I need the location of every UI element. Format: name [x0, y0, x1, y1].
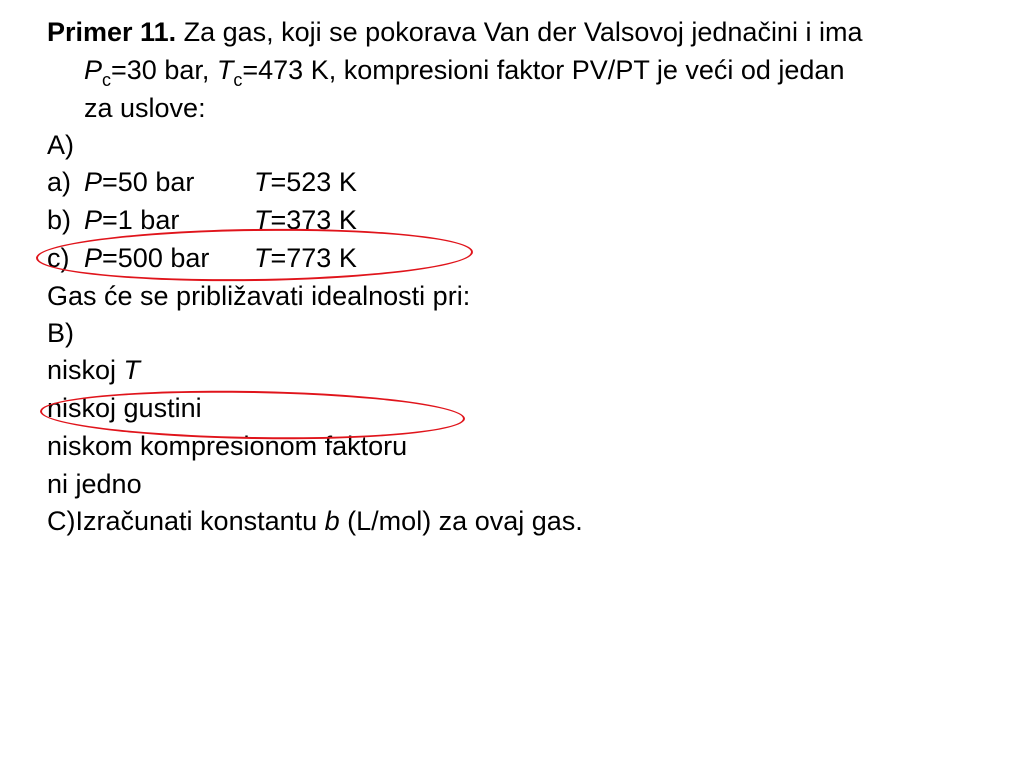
- problem-line-3: [84, 90, 206, 126]
- tc-symbol: T: [216, 55, 234, 85]
- option-a-t-value: =523 K: [270, 167, 357, 197]
- part-a-label: A): [47, 130, 74, 160]
- option-b-p-value: =1 bar: [102, 205, 180, 235]
- option-a-letter: a): [47, 167, 72, 197]
- pc-value: =30 bar,: [111, 55, 210, 85]
- problem-statement-1: Za gas, koji se pokorava Van der Valsovoj jednačini i ima: [183, 17, 863, 47]
- option-b-p-symbol: P: [84, 205, 103, 235]
- option-a-p-value: =50 bar: [102, 167, 195, 197]
- problem-line-2: [84, 52, 844, 88]
- part-b-option-1-text: niskoj: [47, 355, 124, 385]
- part-b-option-3: niskom kompresionom faktoru: [47, 431, 408, 461]
- part-b-option-1: [47, 352, 140, 388]
- pc-subscript: c: [102, 70, 112, 90]
- part-b-option-4: ni jedno: [47, 469, 142, 499]
- tc-value: =473 K, kompresioni faktor PV/PT je veći od jedan: [242, 55, 845, 85]
- option-a-t-symbol: T: [254, 167, 271, 197]
- option-b-t-value: =373 K: [270, 205, 357, 235]
- part-c-symbol: b: [324, 506, 340, 536]
- part-c-suffix: (L/mol) za ovaj gas.: [339, 506, 583, 536]
- option-b-letter: b): [47, 205, 72, 235]
- option-b-t-symbol: T: [254, 205, 271, 235]
- option-a: [47, 164, 447, 200]
- problem-title: Primer 11.: [47, 17, 177, 47]
- part-c-line: [47, 503, 583, 539]
- part-b-option-1-symbol: T: [123, 355, 141, 385]
- tc-subscript: c: [233, 70, 243, 90]
- option-a-p-symbol: P: [84, 167, 103, 197]
- option-c-p-value: =500 bar: [102, 243, 210, 273]
- problem-line-1: [47, 14, 862, 50]
- part-b-question: Gas će se približavati idealnosti pri:: [47, 281, 471, 311]
- option-c-letter: c): [47, 243, 70, 273]
- option-c-p-symbol: P: [84, 243, 103, 273]
- option-c-t-symbol: T: [254, 243, 271, 273]
- part-c-prefix: C)Izračunati konstantu: [47, 506, 325, 536]
- problem-statement-3: za uslove:: [84, 93, 206, 123]
- option-c-t-value: =773 K: [270, 243, 357, 273]
- part-b-option-2: niskoj gustini: [47, 393, 202, 423]
- pc-symbol: P: [84, 55, 103, 85]
- part-b-label: B): [47, 318, 74, 348]
